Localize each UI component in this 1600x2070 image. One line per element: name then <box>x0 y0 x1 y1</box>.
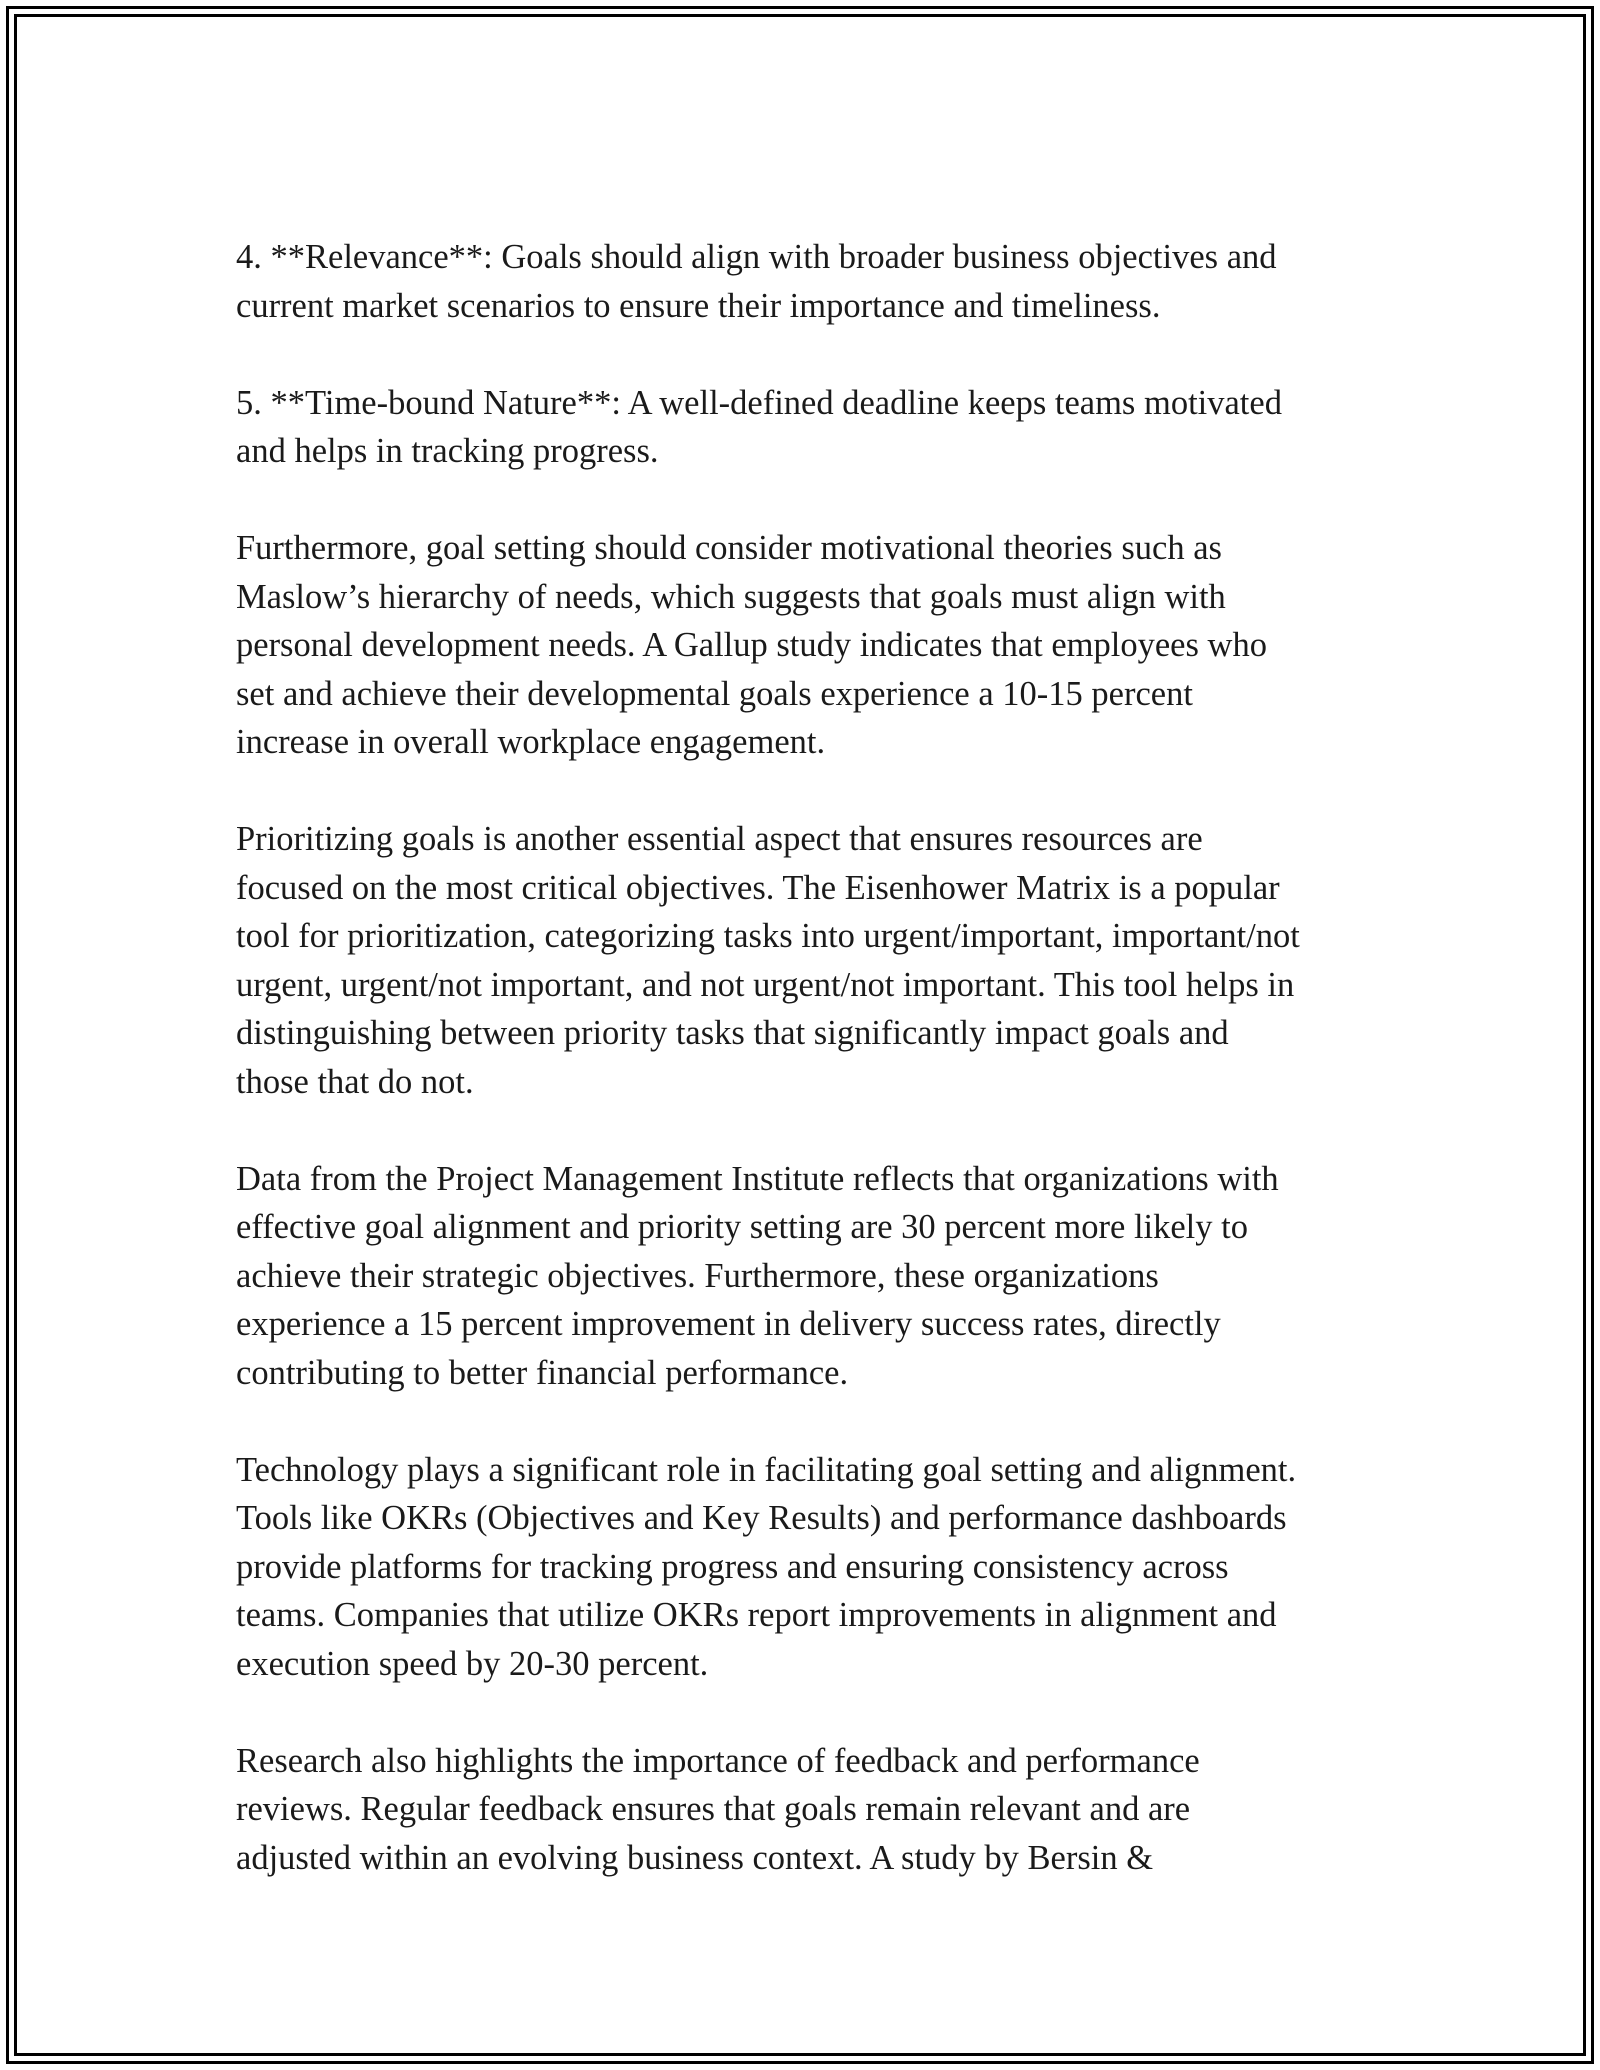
paragraph <box>236 379 1386 476</box>
text-line: Furthermore, goal setting should consider motivational theories such as <box>236 529 1222 567</box>
text-line: experience a 15 percent improvement in delivery success rates, directly <box>236 1305 1221 1343</box>
text-line: increase in overall workplace engagement. <box>236 723 826 761</box>
text-line: current market scenarios to ensure their importance and timeliness. <box>236 286 1161 325</box>
text-line: reviews. Regular feedback ensures that goals remain relevant and are <box>236 1790 1191 1828</box>
text-line: Prioritizing goals is another essential aspect that ensures resources are <box>236 820 1203 858</box>
text-line: distinguishing between priority tasks that significantly impact goals and <box>236 1014 1229 1052</box>
text-line: Research also highlights the importance of feedback and performance <box>236 1741 1200 1780</box>
text-line: adjusted within an evolving business context. A study by Bersin & <box>236 1838 1154 1877</box>
text-line: execution speed by 20-30 percent. <box>236 1644 709 1683</box>
paragraph <box>236 1155 1386 1398</box>
paragraph <box>236 1737 1386 1883</box>
text-line: provide platforms for tracking progress and ensuring consistency across <box>236 1547 1229 1586</box>
text-line: personal development needs. A Gallup study indicates that employees who <box>236 626 1267 664</box>
text-line: teams. Companies that utilize OKRs report improvements in alignment and <box>236 1596 1277 1634</box>
text-line: effective goal alignment and priority setting are 30 percent more likely to <box>236 1208 1248 1246</box>
text-line: achieve their strategic objectives. Furthermore, these organizations <box>236 1256 1159 1295</box>
text-line: 4. **Relevance**: Goals should align with broader business objectives and <box>236 238 1277 276</box>
text-line: set and achieve their developmental goals experience a 10-15 percent <box>236 674 1193 713</box>
paragraph <box>236 524 1386 767</box>
text-line: urgent, urgent/not important, and not urgent/not important. This tool helps in <box>236 965 1295 1004</box>
document-body <box>236 233 1386 1882</box>
text-line: and helps in tracking progress. <box>236 432 659 470</box>
text-line: focused on the most critical objectives. The Eisenhower Matrix is a popular <box>236 868 1280 907</box>
text-line: Data from the Project Management Institute reflects that organizations with <box>236 1159 1279 1198</box>
text-line: Maslow’s hierarchy of needs, which suggests that goals must align with <box>236 577 1226 616</box>
text-line: those that do not. <box>236 1062 474 1101</box>
paragraph <box>236 1446 1386 1689</box>
text-line: tool for prioritization, categorizing tasks into urgent/important, important/not <box>236 917 1300 955</box>
text-line: Technology plays a significant role in facilitating goal setting and alignment. <box>236 1450 1297 1489</box>
text-line: contributing to better financial performance. <box>236 1353 849 1392</box>
text-line: Tools like OKRs (Objectives and Key Results) and performance dashboards <box>236 1499 1287 1537</box>
paragraph <box>236 815 1386 1106</box>
text-line: 5. **Time-bound Nature**: A well-defined deadline keeps teams motivated <box>236 383 1282 422</box>
paragraph <box>236 233 1386 330</box>
